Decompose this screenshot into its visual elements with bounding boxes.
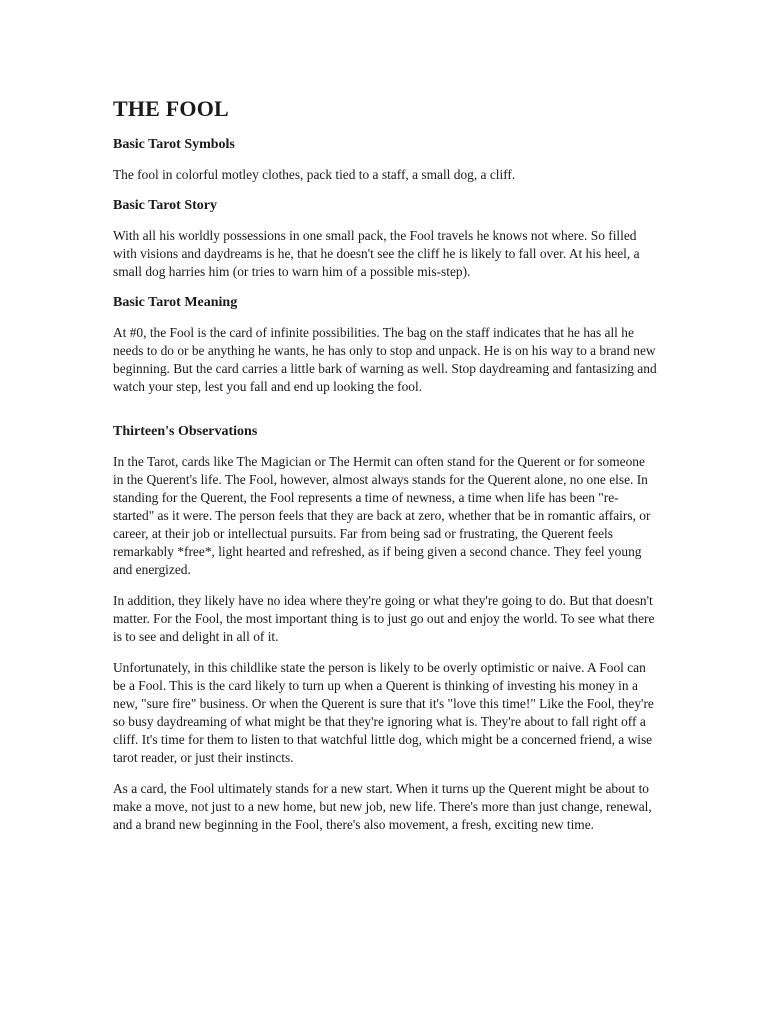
meaning-heading: Basic Tarot Meaning [113, 295, 238, 310]
meaning-paragraph: At #0, the Fool is the card of infinite possibilities. The bag on the staff indicates that he has all he needs to do or be anything he wants, he has only to stop and unpack. He is on his way to a brand new beginning. But the card carries a little bark of warning as well. Stop daydreaming and fantasizing and watch your step, lest you fall and end up looking the fool. [113, 325, 657, 394]
observations-paragraph-2: In addition, they likely have no idea where they're going or what they're going to do. But that doesn't matter. For the Fool, the most important thing is to just go out and enjoy the world. To see what there is to see and delight in all of it. [113, 593, 655, 644]
observations-paragraph-4: As a card, the Fool ultimately stands for a new start. When it turns up the Querent might be about to make a move, not just to a new home, but new job, new life. There's more than just change, renewal, and a brand new beginning in the Fool, there's also movement, a fresh, exciting new time. [113, 781, 652, 832]
observations-heading: Thirteen's Observations [113, 424, 258, 439]
story-heading: Basic Tarot Story [113, 198, 217, 213]
observations-paragraph-1: In the Tarot, cards like The Magician or The Hermit can often stand for the Querent or for someone in the Querent's life. The Fool, however, almost always stands for the Querent alone, no one else. In standing for the Querent, the Fool represents a time of newness, a time when life has been "re-started" as it were. The person feels that they are back at zero, whether that be in romantic affairs, or career, at their job or intellectual pursuits. Far from being sad or frustrating, the Querent feels remarkably *free*, light hearted and refreshed, as if being given a second chance. They feel young and energized. [113, 454, 651, 577]
observations-paragraph-3: Unfortunately, in this childlike state the person is likely to be overly optimistic or naive. A Fool can be a Fool. This is the card likely to turn up when a Querent is thinking of investing his money in a new, "sure fire" business. Or when the Querent is sure that it's "love this time!" Like the Fool, they're so busy daydreaming of what might be that they're ignoring what is. They're about to fall right off a cliff. It's time for them to listen to that watchful little dog, which might be a concerned friend, a wise tarot reader, or just their instincts. [113, 660, 654, 765]
symbols-paragraph: The fool in colorful motley clothes, pack tied to a staff, a small dog, a cliff. [113, 167, 516, 182]
page-title: THE FOOL [113, 96, 229, 121]
section-spacer [113, 409, 658, 423]
story-paragraph: With all his worldly possessions in one small pack, the Fool travels he knows not where. So filled with visions and daydreams is he, that he doesn't see the cliff he is likely to fall over. At his heel, a small dog harries him (or tries to warn him of a possible mis-step). [113, 228, 640, 279]
symbols-heading: Basic Tarot Symbols [113, 137, 235, 152]
document-page [113, 96, 658, 847]
